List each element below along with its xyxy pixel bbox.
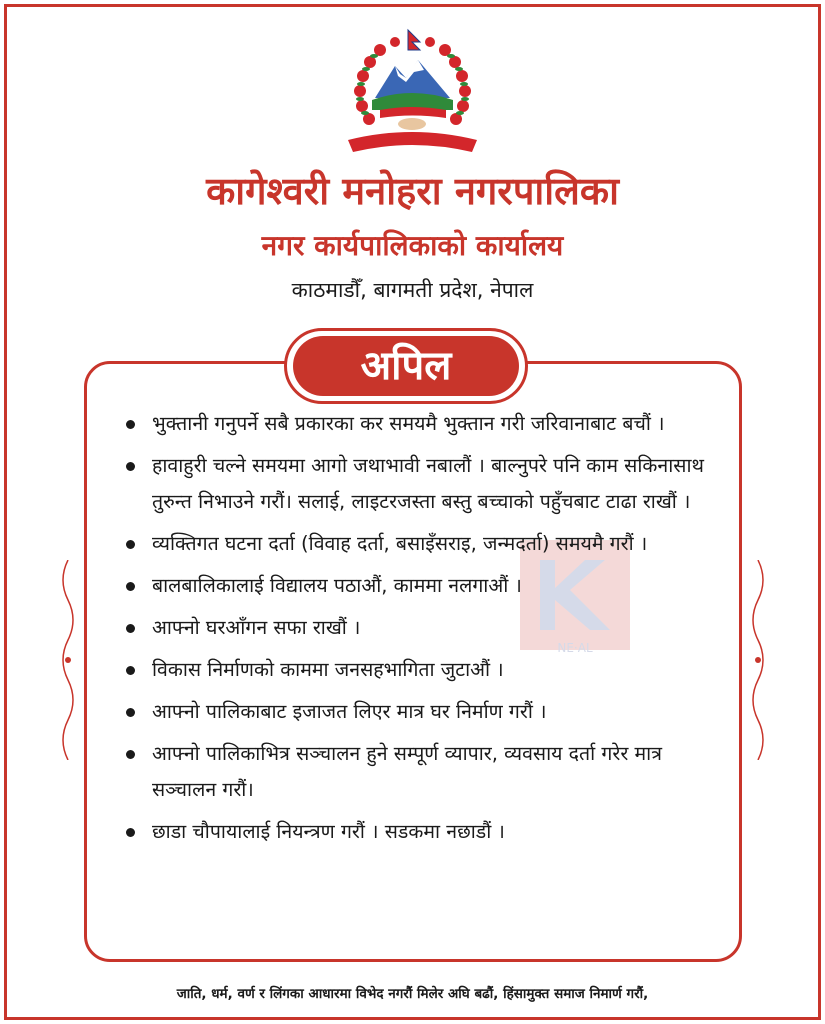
bullet-icon xyxy=(126,624,135,633)
bullet-icon xyxy=(126,420,135,429)
list-item: आफ्नो घरआँगन सफा राखौं । xyxy=(120,610,720,646)
bullet-icon xyxy=(126,462,135,471)
office-title: नगर कार्यपालिकाको कार्यालय xyxy=(261,229,564,262)
footer-slogan: जाति, धर्म, वर्ण र लिंगका आधारमा विभेद नगरौं मिलेर अघि बढौं, हिंसामुक्त समाज निमार्ण गरौं, xyxy=(176,986,649,1002)
watermark-text: NE·AL xyxy=(557,641,593,655)
list-item: आफ्नो पालिकाभित्र सञ्चालन हुने सम्पूर्ण व्यापार, व्यवसाय दर्ता गरेर मात्र सञ्चालन गरौं। xyxy=(120,736,720,808)
nepal-government-emblem-icon xyxy=(340,28,485,158)
address: काठमाडौँ, बागमती प्रदेश, नेपाल xyxy=(291,278,534,302)
right-ornament-icon xyxy=(748,560,768,760)
municipality-title: कागेश्वरी मनोहरा नगरपालिका xyxy=(206,169,619,213)
bullet-icon xyxy=(126,540,135,549)
left-ornament-icon xyxy=(58,560,78,760)
list-item: भुक्तानी गनुपर्ने सबै प्रकारका कर समयमै भुक्तान गरी जरिवानाबाट बचौं । xyxy=(120,406,720,442)
list-item: आफ्नो पालिकाबाट इजाजत लिएर मात्र घर निर्माण गरौं । xyxy=(120,694,720,730)
appeal-list xyxy=(120,406,720,856)
notice-heading: अपिल xyxy=(293,336,519,396)
list-item: छाडा चौपायालाई नियन्त्रण गरौं । सडकमा नछाडौं । xyxy=(120,814,720,850)
list-item: बालबालिकालाई विद्यालय पठाऔं, काममा नलगाऔं । xyxy=(120,568,720,604)
bullet-icon xyxy=(126,750,135,759)
bullet-icon xyxy=(126,708,135,717)
bullet-icon xyxy=(126,828,135,837)
list-item: हावाहुरी चल्ने समयमा आगो जथाभावी नबालौं । बाल्नुपरे पनि काम सकिनासाथ तुरुन्त निभाउने गरौं। सलाई, लाइटरजस्ता बस्तु बच्चाको पहुँचबाट टाढा राखौं । xyxy=(120,448,720,520)
list-item: विकास निर्माणको काममा जनसहभागिता जुटाऔं । xyxy=(120,652,720,688)
bullet-icon xyxy=(126,666,135,675)
bullet-icon xyxy=(126,582,135,591)
list-item: व्यक्तिगत घटना दर्ता (विवाह दर्ता, बसाइँसराइ, जन्मदर्ता) समयमै गरौं । xyxy=(120,526,720,562)
